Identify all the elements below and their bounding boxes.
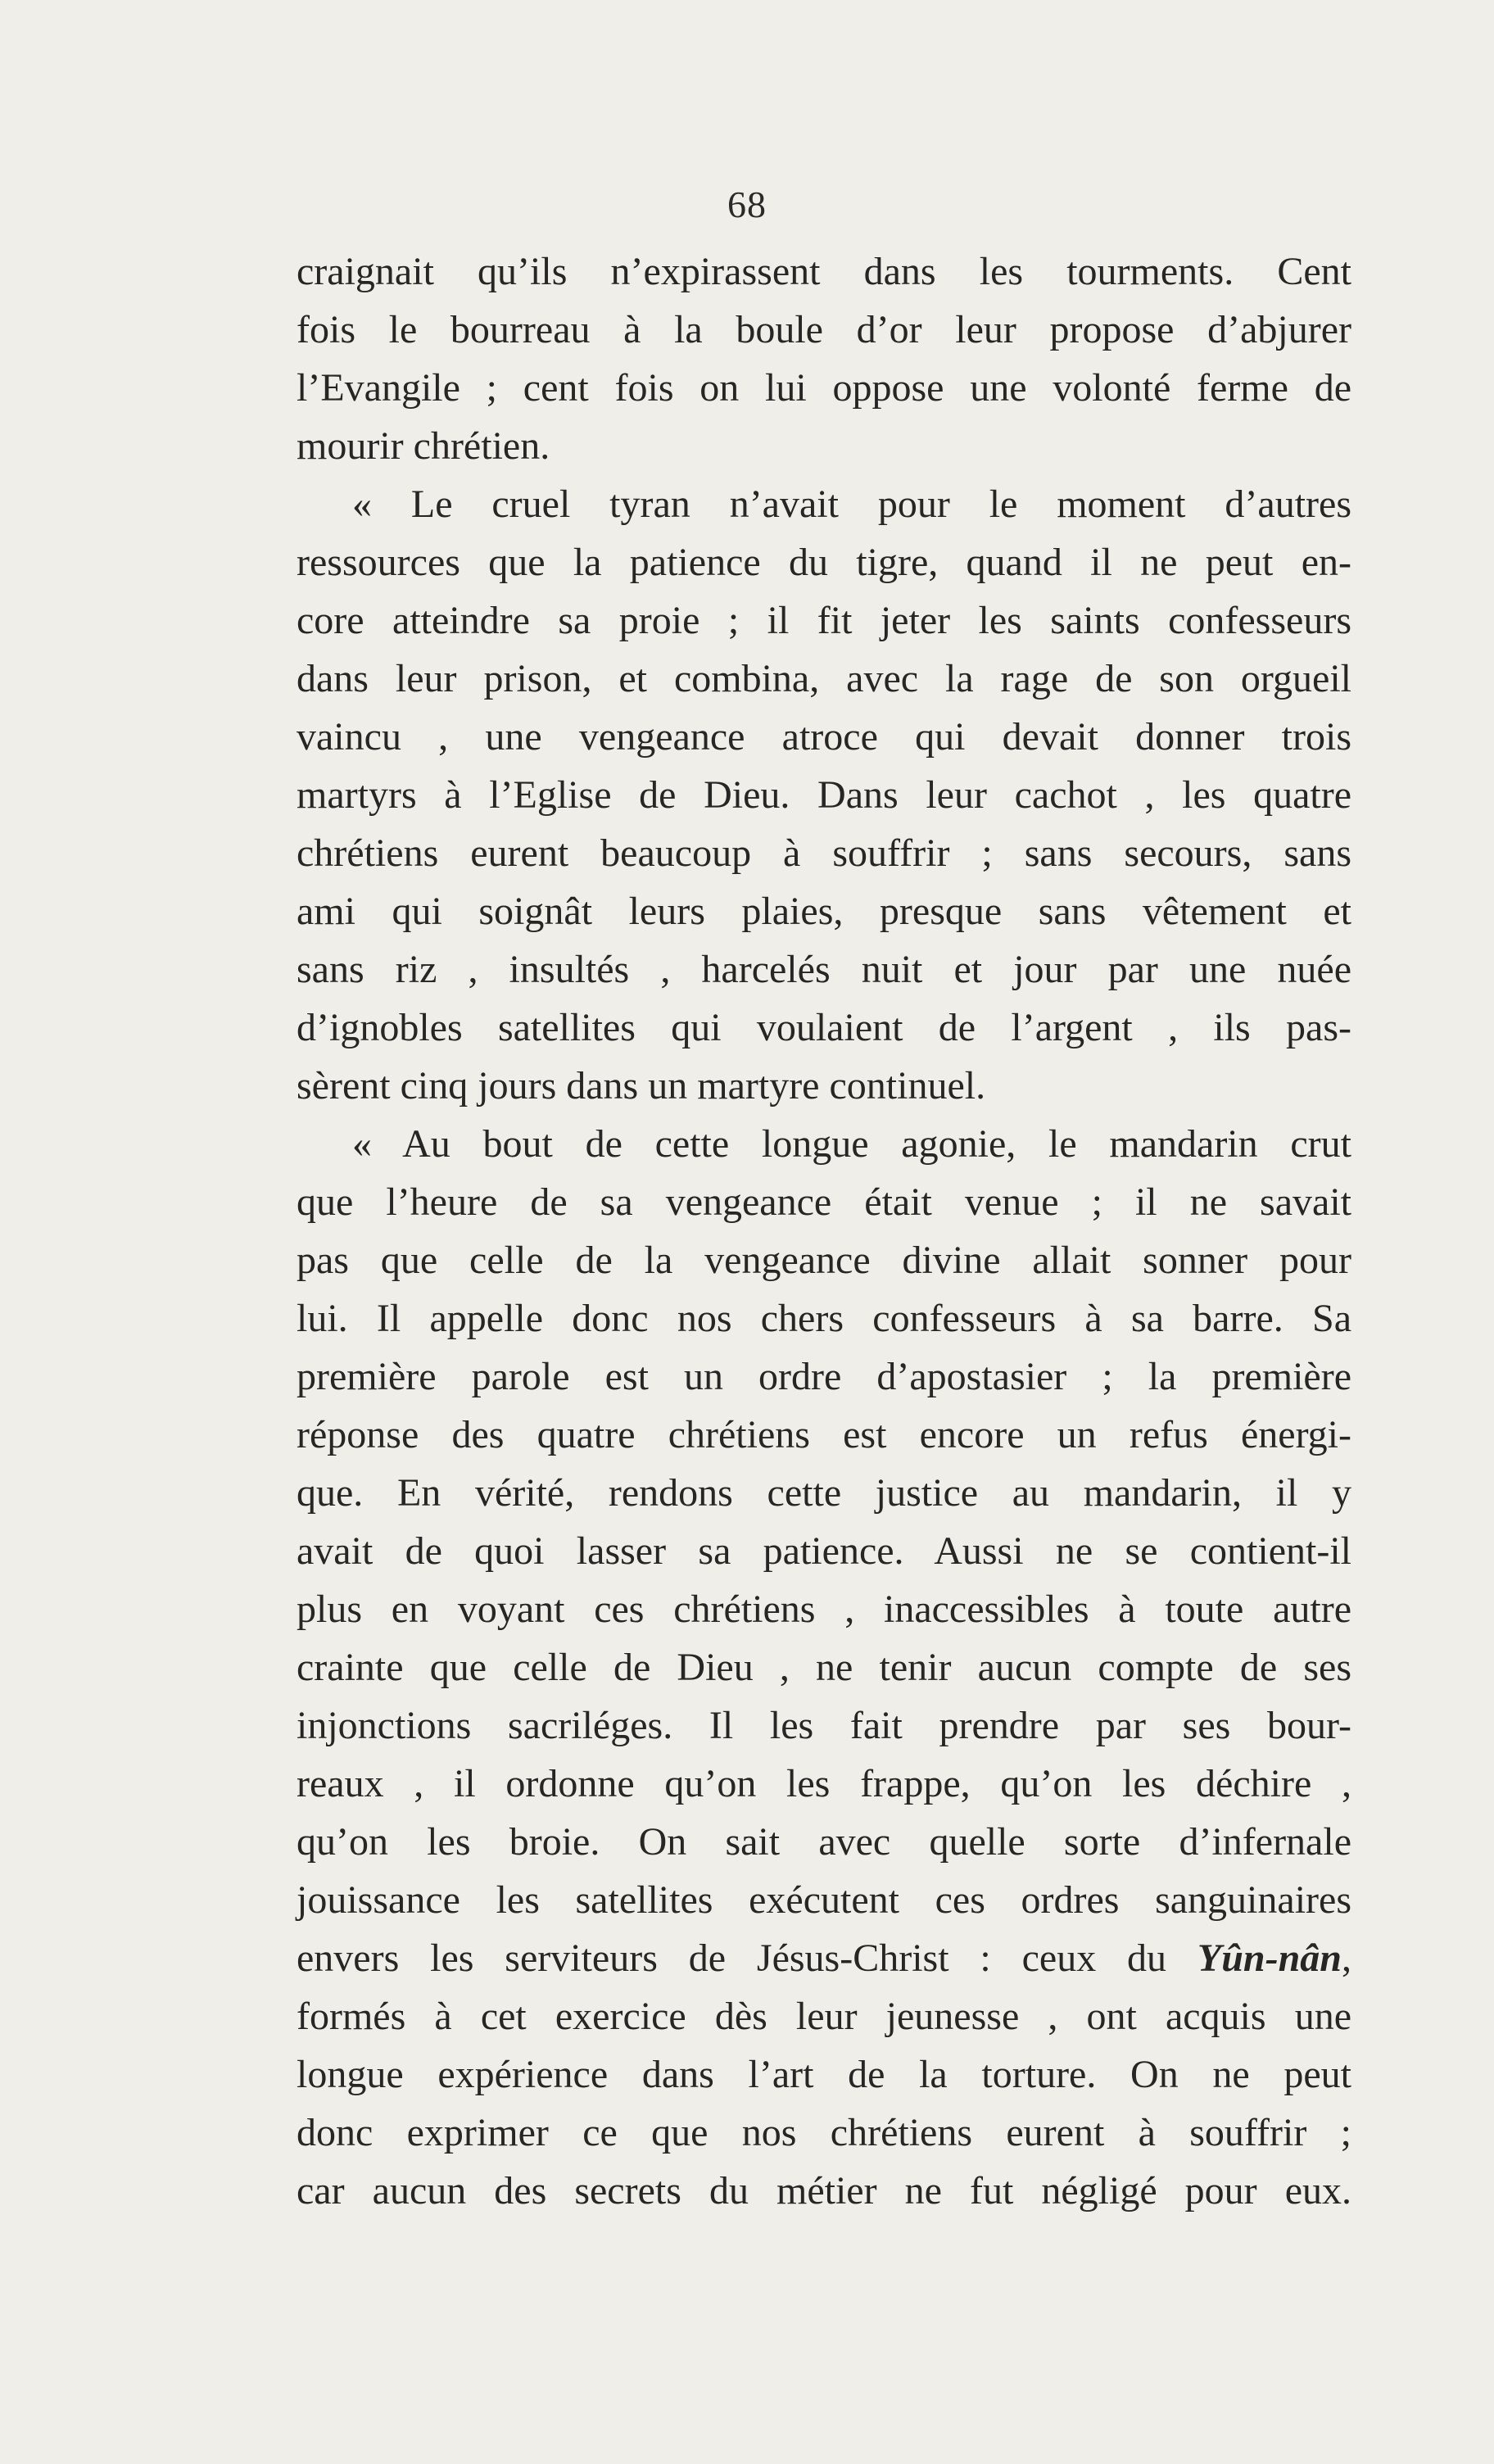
text-line: reaux , il ordonne qu’on les frappe, qu’on les déchire , [297, 1762, 1351, 1805]
text-line: ami qui soignât leurs plaies, presque sans vêtement et [297, 890, 1351, 933]
text-line: pas que celle de la vengeance divine allait sonner pour [297, 1239, 1351, 1282]
text-line: ressources que la patience du tigre, quand il ne peut en- [297, 541, 1351, 584]
text-line: sans riz , insultés , harcelés nuit et jour par une nuée [297, 948, 1351, 991]
text-line: « Au bout de cette longue agonie, le mandarin crut [352, 1122, 1351, 1166]
text-line: jouissance les satellites exécutent ces ordres sanguinaires [297, 1878, 1351, 1922]
body-text [297, 242, 1351, 2220]
text-line: sèrent cinq jours dans un martyre continuel. [297, 1064, 986, 1107]
place-suffix: , [1342, 1936, 1351, 1980]
text-line: crainte que celle de Dieu , ne tenir aucun compte de ses [297, 1646, 1351, 1689]
text-line: martyrs à l’Eglise de Dieu. Dans leur cachot , les quatre [297, 773, 1351, 817]
text-line: chrétiens eurent beaucoup à souffrir ; sans secours, sans [297, 831, 1351, 875]
page-number: 68 [727, 183, 767, 225]
text-line: que l’heure de sa vengeance était venue ; il ne savait [297, 1180, 1351, 1224]
text-line: avait de quoi lasser sa patience. Aussi ne se contient-il [297, 1529, 1351, 1573]
text-line: réponse des quatre chrétiens est encore un refus énergi- [297, 1413, 1351, 1456]
text-line: craignait qu’ils n’expirassent dans les tourments. Cent [297, 250, 1351, 293]
text-line: donc exprimer ce que nos chrétiens eurent à souffrir ; [297, 2111, 1351, 2154]
paragraph-1 [297, 242, 1351, 475]
text-line: core atteindre sa proie ; il fit jeter les saints confesseurs [297, 599, 1351, 642]
text-line: que. En vérité, rendons cette justice au mandarin, il y [297, 1471, 1351, 1515]
text-line: lui. Il appelle donc nos chers confesseurs à sa barre. Sa [297, 1297, 1351, 1340]
text-line: mourir chrétien. [297, 424, 550, 468]
text-line: fois le bourreau à la boule d’or leur propose d’abjurer [297, 308, 1351, 351]
place-name: Yûn-nân [1197, 1936, 1342, 1980]
text-line: première parole est un ordre d’apostasier ; la première [297, 1355, 1351, 1398]
text-line: longue expérience dans l’art de la torture. On ne peut [297, 2053, 1351, 2096]
text-line: d’ignobles satellites qui voulaient de l’argent , ils pas- [297, 1006, 1351, 1049]
text-line: qu’on les broie. On sait avec quelle sorte d’infernale [297, 1820, 1351, 1864]
paragraph-2 [297, 475, 1351, 1115]
text-line: l’Evangile ; cent fois on lui oppose une volonté ferme de [297, 366, 1351, 410]
text-line: vaincu , une vengeance atroce qui devait donner trois [297, 715, 1351, 759]
text-line: dans leur prison, et combina, avec la rage de son orgueil [297, 657, 1351, 700]
text-line: injonctions sacriléges. Il les fait prendre par ses bour- [297, 1704, 1351, 1747]
text-line: plus en voyant ces chrétiens , inaccessibles à toute autre [297, 1588, 1351, 1631]
text-line: car aucun des secrets du métier ne fut négligé pour eux. [297, 2169, 1351, 2213]
text-line: formés à cet exercice dès leur jeunesse , ont acquis une [297, 1995, 1351, 2038]
paragraph-3 [297, 1115, 1351, 2220]
text-line-with-place [297, 1929, 1351, 1987]
text-line-start: envers les serviteurs de Jésus-Christ : ceux du [297, 1936, 1197, 1980]
text-line: « Le cruel tyran n’avait pour le moment d’autres [352, 482, 1351, 526]
